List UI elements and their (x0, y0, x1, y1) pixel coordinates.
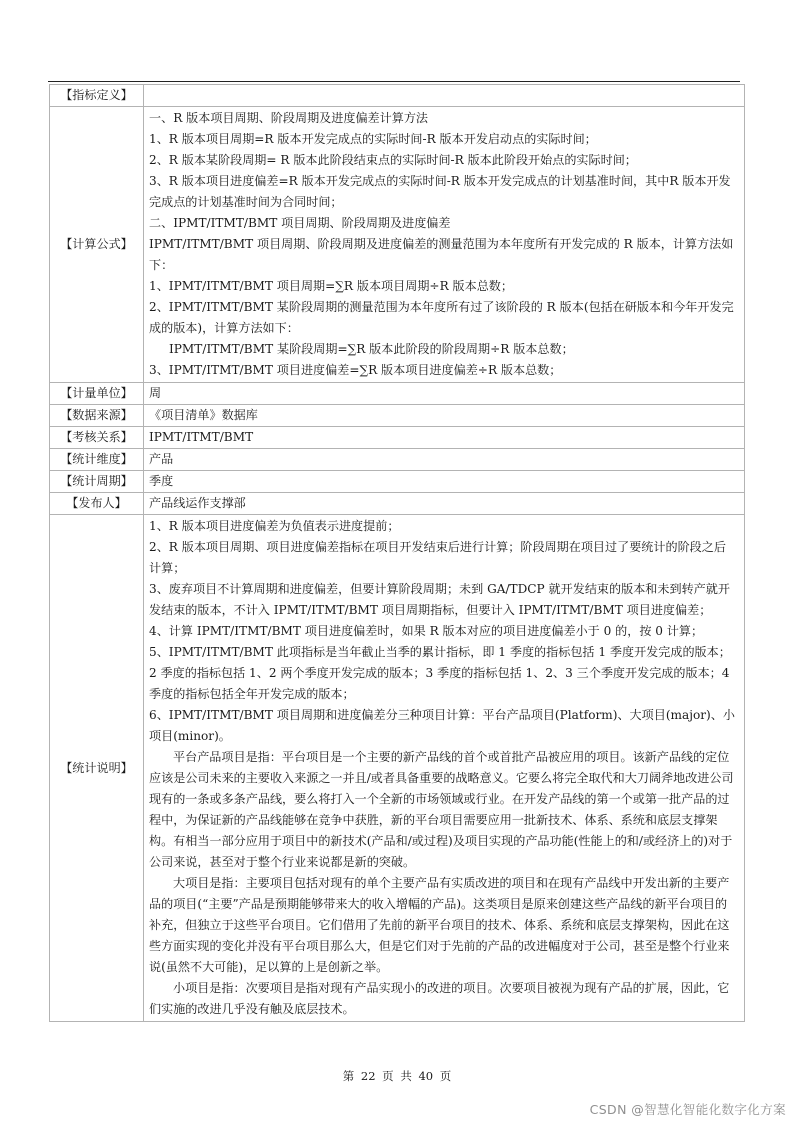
formula-label: 【计算公式】 (50, 107, 144, 383)
period-label: 【统计周期】 (50, 471, 144, 493)
formula-line: 3、R 版本项目进度偏差=R 版本开发完成点的实际时间-R 版本开发完成点的计划基准时间，其中R 版本开发完成点的计划基准时间为合同时间； (149, 174, 731, 209)
metric-spec-table (49, 84, 745, 1022)
header-rule (48, 81, 740, 82)
notes-paragraph-platform: 平台产品项目是指：平台项目是一个主要的新产品线的首个或首批产品被应用的项目。该新产品线的定位应该是公司未来的主要收入来源之一并且/或者具备重要的战略意义。它要么将完全取代和大刀阔斧地改进公司现有的一条或多条产品线，要么将打入一个全新的市场领域或行业。在开发产品线的第一个或第一批产品的过程中，为保证新的产品线能够在竞争中获胜，新的平台项目需要应用一批新技术、体系、系统和底层支撑架构。有相当一部分应用于项目中的新技术(产品和/或过程)及项目实现的产品功能(性能上的和/或经济上的)对于公司来说，甚至对于整个行业来说都是新的突破。 (149, 750, 734, 869)
dimension-label: 【统计维度】 (50, 449, 144, 471)
definition-value (144, 85, 745, 107)
publisher-value: 产品线运作支撑部 (144, 493, 745, 515)
formula-line: 2、R 版本某阶段周期= R 版本此阶段结束点的实际时间-R 版本此阶段开始点的实际时间； (149, 153, 637, 167)
notes-line: 4、计算 IPMT/ITMT/BMT 项目进度偏差时，如果 R 版本对应的项目进度偏差小于 0 的，按 0 计算； (149, 624, 704, 638)
row-notes (50, 515, 745, 1022)
dimension-value: 产品 (144, 449, 745, 471)
formula-line: IPMT/ITMT/BMT 项目周期、阶段周期及进度偏差的测量范围为本年度所有开发完成的 R 版本，计算方法如下： (149, 237, 734, 272)
formula-line: 1、IPMT/ITMT/BMT 项目周期=∑R 版本项目周期÷R 版本总数； (149, 279, 513, 293)
publisher-label: 【发布人】 (50, 493, 144, 515)
formula-line: 一、R 版本项目周期、阶段周期及进度偏差计算方法 (149, 111, 429, 125)
notes-content (144, 515, 745, 1022)
formula-line: 3、IPMT/ITMT/BMT 项目进度偏差=∑R 版本项目进度偏差÷R 版本总数； (149, 363, 562, 377)
row-period (50, 471, 745, 493)
notes-line: 6、IPMT/ITMT/BMT 项目周期和进度偏差分三种项目计算：平台产品项目(Platform)、大项目(major)、小项目(minor)。 (149, 708, 735, 743)
source-value: 《项目清单》数据库 (144, 405, 745, 427)
formula-line: 2、IPMT/ITMT/BMT 某阶段周期的测量范围为本年度所有过了该阶段的 R 版本(包括在研版本和今年开发完成的版本)，计算方法如下： (149, 300, 734, 335)
formula-line: 二、IPMT/ITMT/BMT 项目周期、阶段周期及进度偏差 (149, 216, 451, 230)
notes-paragraph-major: 大项目是指：主要项目包括对现有的单个主要产品有实质改进的项目和在现有产品线中开发出新的主要产品的项目(“主要”产品是预期能够带来大的收入增幅的产品)。这类项目是原来创建这些产品线的新平台项目的补充，但独立于这些平台项目。它们借用了先前的新平台项目的技术、体系、系统和底层支撑架构，因此在这些方面实现的变化并没有平台项目那么大，但是它们对于先前的产品的改进幅度对于公司，甚至是整个行业来说(虽然不大可能)，足以算的上是创新之举。 (149, 876, 730, 974)
definition-label: 【指标定义】 (50, 85, 144, 107)
notes-line: 5、IPMT/ITMT/BMT 此项指标是当年截止当季的累计指标，即 1 季度的指标包括 1 季度开发完成的版本；2 季度的指标包括 1、2 两个季度开发完成的版本；3 季度的指标包括 1、2、3 三个季度开发完成的版本；4 季度的指标包括全年开发完成的版本； (149, 645, 731, 701)
assessment-value: IPMT/ITMT/BMT (144, 427, 745, 449)
formula-line: IPMT/ITMT/BMT 某阶段周期=∑R 版本此阶段的阶段周期÷R 版本总数； (169, 342, 574, 356)
row-dimension (50, 449, 745, 471)
notes-paragraph-minor: 小项目是指：次要项目是指对现有产品实现小的改进的项目。次要项目被视为现有产品的扩展，因此，它们实施的改进几乎没有触及底层技术。 (149, 981, 730, 1016)
formula-content (144, 107, 745, 383)
row-unit (50, 383, 745, 405)
source-label: 【数据来源】 (50, 405, 144, 427)
assessment-label: 【考核关系】 (50, 427, 144, 449)
notes-label: 【统计说明】 (50, 515, 144, 1022)
period-value: 季度 (144, 471, 745, 493)
watermark: CSDN @智慧化智能化数字化方案 (589, 1102, 786, 1117)
unit-value: 周 (144, 383, 745, 405)
row-assessment (50, 427, 745, 449)
notes-line: 3、废弃项目不计算周期和进度偏差，但要计算阶段周期；未到 GA/TDCP 就开发结束的版本和未到转产就开发结束的版本，不计入 IPMT/ITMT/BMT 项目周期指标，但要计入 IPMT/ITMT/BMT 项目进度偏差； (149, 582, 730, 617)
unit-label: 【计量单位】 (50, 383, 144, 405)
row-source (50, 405, 745, 427)
row-formula (50, 107, 745, 383)
formula-line: 1、R 版本项目周期=R 版本开发完成点的实际时间-R 版本开发启动点的实际时间； (149, 132, 597, 146)
notes-line: 1、R 版本项目进度偏差为负值表示进度提前； (149, 519, 400, 533)
page-number: 第 22 页 共 40 页 (342, 1069, 452, 1083)
row-definition (50, 85, 745, 107)
notes-line: 2、R 版本项目周期、项目进度偏差指标在项目开发结束后进行计算；阶段周期在项目过了要统计的阶段之后计算； (149, 540, 726, 575)
row-publisher (50, 493, 745, 515)
